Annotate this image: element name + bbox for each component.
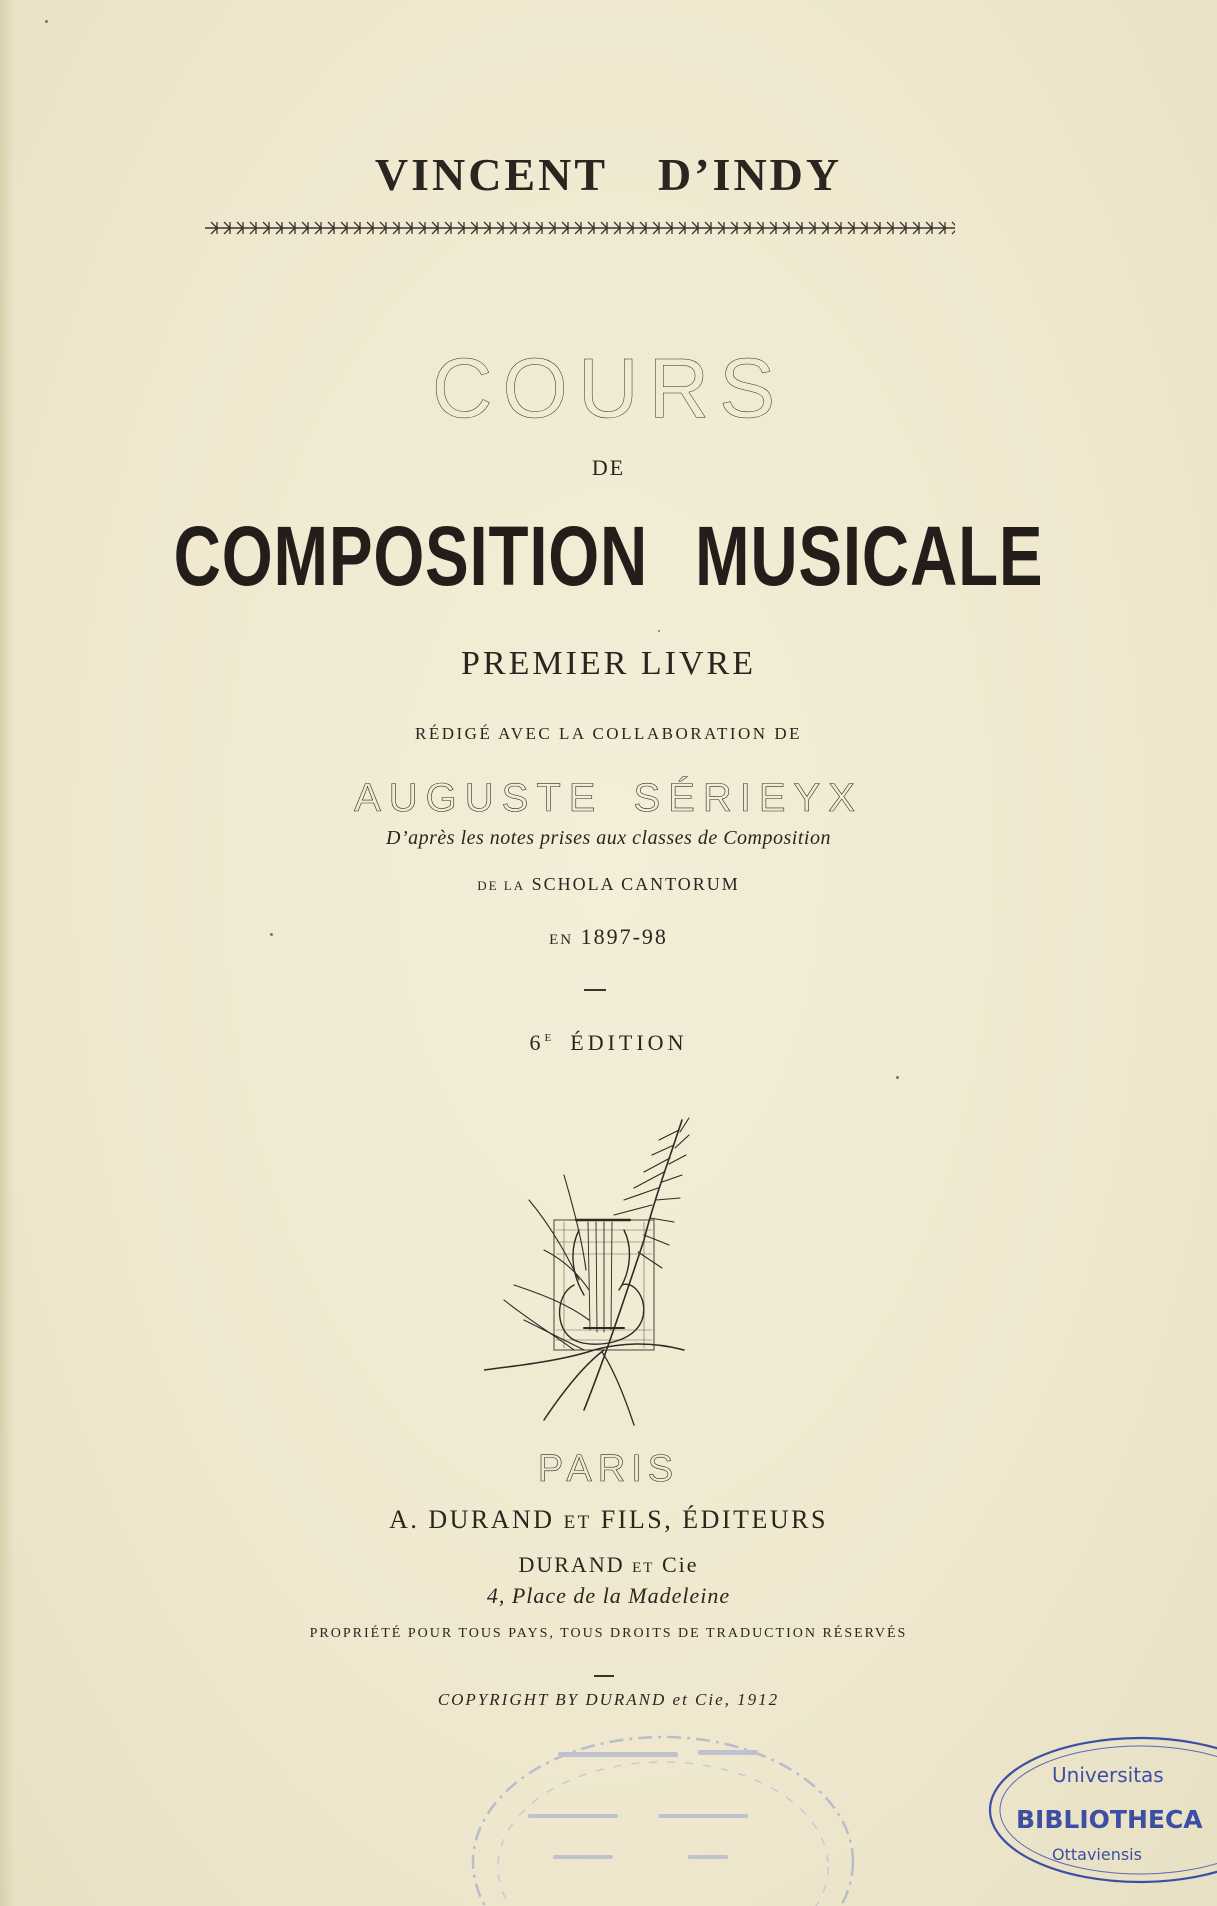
years-prefix: EN bbox=[549, 932, 574, 948]
publisher-initial: A. bbox=[389, 1505, 420, 1534]
school-prefix: DE LA bbox=[477, 878, 526, 893]
title-cours: COURS bbox=[431, 341, 786, 435]
rights-notice: PROPRIÉTÉ POUR TOUS PAYS, TOUS DROITS DE TRADUCTION RÉSERVÉS bbox=[309, 1626, 908, 1641]
years-value: 1897-98 bbox=[580, 924, 668, 949]
years-line bbox=[0, 924, 1217, 950]
paper-speck bbox=[270, 933, 273, 936]
author-first-name: VINCENT bbox=[374, 149, 609, 200]
edition-line bbox=[0, 1030, 1217, 1056]
edition-suffix: E bbox=[544, 1032, 552, 1044]
author-name bbox=[0, 148, 1217, 201]
school-name: SCHOLA CANTORUM bbox=[531, 874, 740, 894]
successor-cie: Cie bbox=[661, 1552, 699, 1577]
stamp-middle-text: BIBLIOTHECA bbox=[1016, 1805, 1203, 1834]
collaboration-line: RÉDIGÉ AVEC LA COLLABORATION DE bbox=[415, 724, 802, 743]
successor-name: DURAND bbox=[518, 1552, 625, 1577]
separator-dash-2 bbox=[594, 1675, 614, 1677]
copyright-notice: COPYRIGHT BY DURAND et Cie, 1912 bbox=[437, 1690, 780, 1709]
stamp-bottom-text: Ottaviensis bbox=[1052, 1845, 1142, 1864]
coauthor-name bbox=[0, 776, 1217, 821]
publisher-fils: FILS, bbox=[600, 1505, 674, 1534]
paper-speck bbox=[658, 630, 660, 632]
edition-word: ÉDITION bbox=[570, 1030, 688, 1055]
author-last-name: D’INDY bbox=[658, 149, 843, 200]
stamp-top-text: Universitas bbox=[1052, 1763, 1164, 1787]
page-edge-shadow bbox=[0, 0, 14, 1906]
publisher-line bbox=[0, 1505, 1217, 1535]
address: 4, Place de la Madeleine bbox=[486, 1583, 731, 1608]
school-line bbox=[0, 874, 1217, 895]
city: PARIS bbox=[537, 1448, 680, 1490]
publisher-role: ÉDITEURS bbox=[682, 1505, 828, 1534]
publisher-et: ET bbox=[563, 1512, 592, 1533]
separator-dash bbox=[584, 989, 606, 991]
lyre-emblem-illustration bbox=[484, 1080, 704, 1430]
coauthor-first-name: AUGUSTE bbox=[354, 776, 604, 820]
successor-et: ET bbox=[632, 1560, 655, 1576]
bibliotheca-stamp bbox=[980, 1728, 1217, 1906]
publisher-name: DURAND bbox=[428, 1505, 555, 1534]
title-de: DE bbox=[591, 455, 626, 480]
paper-speck bbox=[896, 1076, 899, 1079]
title-main-word-1: COMPOSITION bbox=[173, 509, 649, 603]
ornamental-rule bbox=[205, 220, 955, 236]
title-main-word-2: MUSICALE bbox=[694, 509, 1044, 603]
faded-library-stamp bbox=[468, 1722, 858, 1906]
book-label: PREMIER LIVRE bbox=[461, 645, 756, 682]
successor-line bbox=[0, 1552, 1217, 1578]
paper-speck bbox=[45, 20, 48, 23]
notes-line: D’après les notes prises aux classes de Composition bbox=[386, 827, 831, 849]
coauthor-last-name: SÉRIEYX bbox=[633, 776, 863, 820]
title-main bbox=[134, 508, 1083, 605]
edition-number: 6 bbox=[529, 1030, 545, 1055]
